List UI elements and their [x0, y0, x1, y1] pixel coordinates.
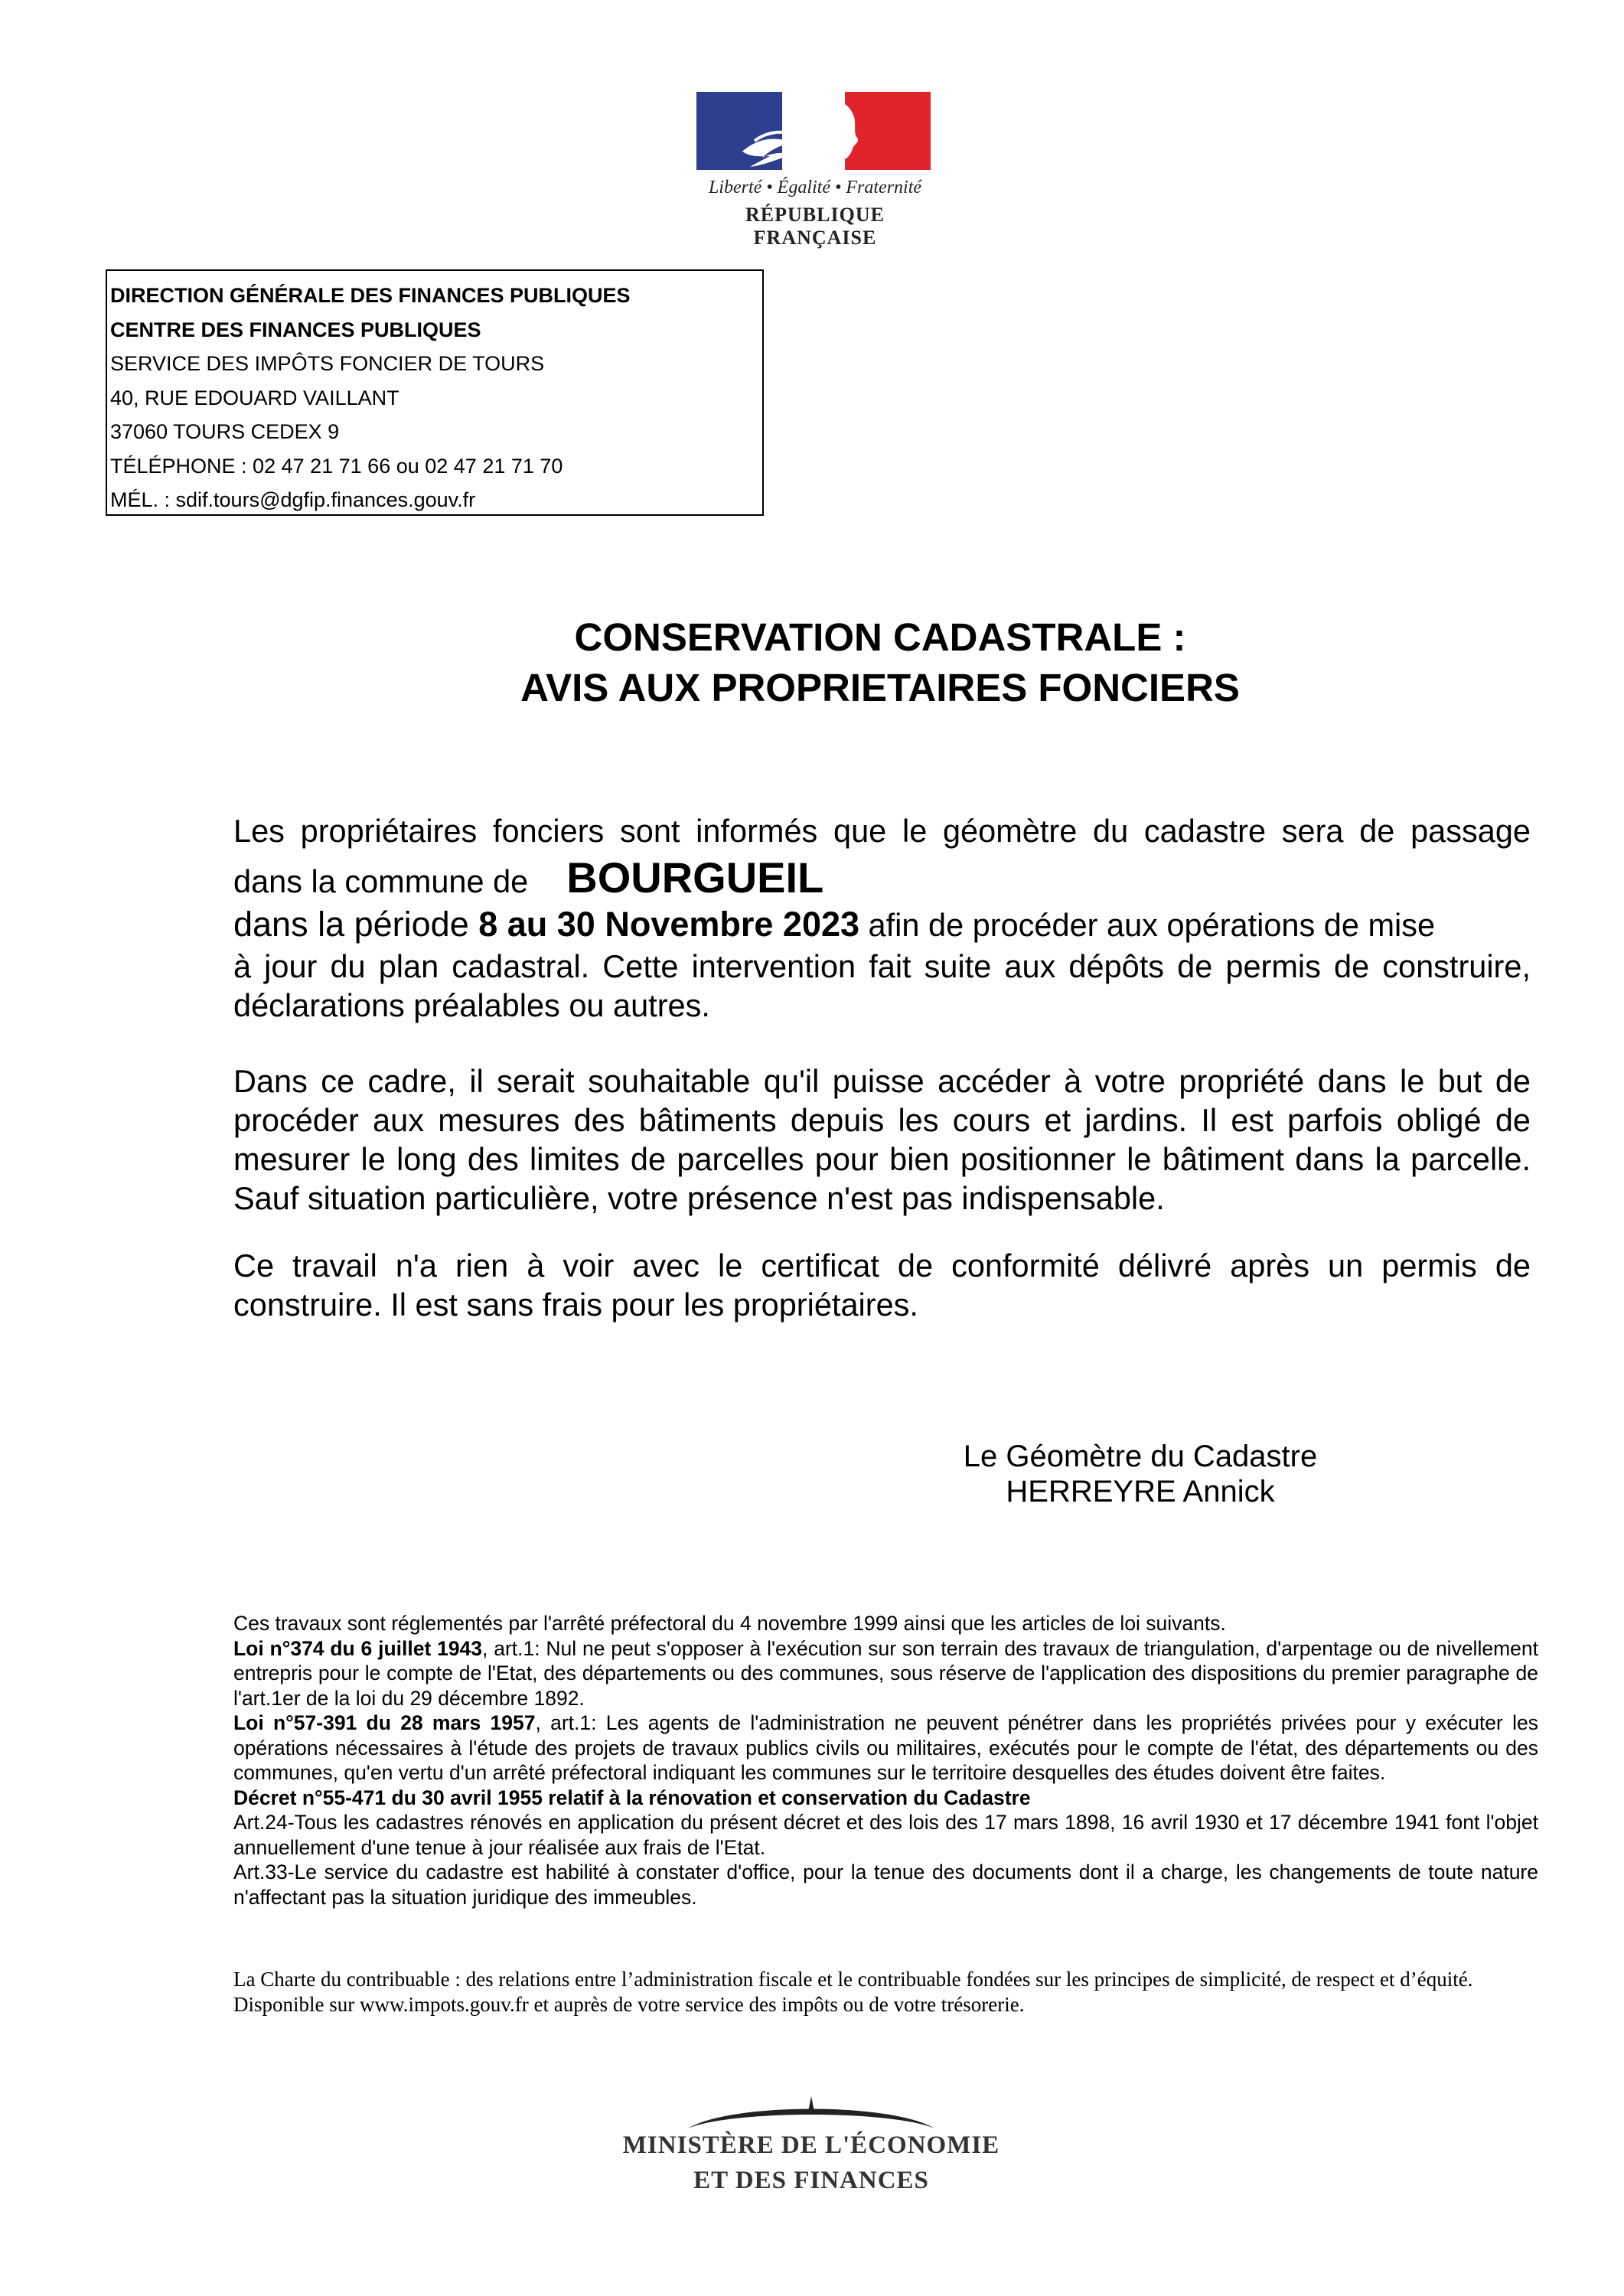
commune-name: BOURGUEIL — [566, 853, 824, 902]
period-intro: dans la période — [233, 905, 479, 944]
address-line-email: MÉL. : sdif.tours@dgfip.finances.gouv.fr — [110, 488, 476, 511]
p3-text: Ce travail n'a rien à voir avec le certificat de conformité délivré après un permis de construire. Il est sans frais pour les propriétaires. — [233, 1247, 1531, 1322]
legal-decret-1955-title: Décret n°55-471 du 30 avril 1955 relatif à la rénovation et conservation du Cadastre — [233, 1786, 1031, 1809]
commune-intro: dans la commune de — [233, 863, 529, 899]
notice-paragraph-1 — [233, 811, 1531, 1025]
republique-francaise-logo — [696, 92, 934, 249]
period-after: afin de procéder aux opérations de mise — [859, 907, 1436, 943]
loi-1957-title: Loi n°57-391 du 28 mars 1957 — [233, 1711, 536, 1734]
address-line-street: 40, RUE EDOUARD VAILLANT — [110, 386, 399, 409]
ministry-line-2: ET DES FINANCES — [693, 2167, 929, 2194]
legal-loi-1957 — [233, 1711, 1538, 1786]
address-line-centre: CENTRE DES FINANCES PUBLIQUES — [110, 318, 481, 341]
legal-references — [233, 1611, 1538, 1910]
legal-loi-1943 — [233, 1636, 1538, 1711]
signature-block — [949, 1439, 1332, 1509]
signature-role: Le Géomètre du Cadastre — [963, 1440, 1318, 1473]
ministry-logo-text — [582, 2128, 1041, 2198]
notice-paragraph-3 — [233, 1246, 1531, 1324]
notice-paragraph-2 — [233, 1062, 1531, 1218]
p2-text: Dans ce cadre, il serait souhaitable qu'il puisse accéder à votre propriété dans le but de procéder aux mesures des bâtiments depuis les cours et jardins. Il est parfois obligé de mesurer le long des limites de parcelles pour bien positionner le bâtiment dans la parcelle. Sauf situation particulière, votre présence n'est pas indispensable. — [233, 1063, 1531, 1216]
p1-line-commune — [233, 853, 1531, 903]
republic-motto: Liberté • Égalité • Fraternité — [708, 178, 922, 197]
legal-art-24: Art.24-Tous les cadastres rénovés en application du présent décret et des lois des 17 mars 1898, 16 avril 1930 et 17 décembre 1941 font l'objet annuellement d'une tenue à jour réalisée aux frais de l'Etat. — [233, 1811, 1538, 1859]
ministry-arc-icon — [685, 2093, 938, 2131]
period-dates: 8 au 30 Novembre 2023 — [478, 905, 860, 944]
p1-line-1: Les propriétaires fonciers sont informés que le géomètre du cadastre sera de passage — [233, 813, 1531, 849]
address-line-directorate: DIRECTION GÉNÉRALE DES FINANCES PUBLIQUES — [110, 284, 631, 307]
loi-1957-text: , art.1: Les agents de l'administration ne peuvent pénétrer dans les propriétés privées pour y exécuter les opérations nécessaires à l'étude des projets de travaux publics civils ou militaires, exécutés pour le compte de l'état, des départements ou des communes, qu'en vertu d'un arrêté préfectoral indiquant les communes sur le territoire desquelles des études doivent être faites. — [233, 1711, 1538, 1784]
legal-intro: Ces travaux sont réglementés par l'arrêté préfectoral du 4 novembre 1999 ainsi que les articles de loi suivants. — [233, 1612, 1226, 1635]
ministry-line-1: MINISTÈRE DE L'ÉCONOMIE — [622, 2131, 1000, 2159]
title-line-2: AVIS AUX PROPRIETAIRES FONCIERS — [520, 666, 1240, 709]
taxpayer-charter-note: La Charte du contribuable : des relations entre l’administration fiscale et le contribuable fondées sur les principes de simplicité, de respect et d’équité. Disponible sur www.impots.gouv.fr et auprès de votre service des impôts ou de votre trésorerie. — [233, 1968, 1473, 2016]
republic-name: RÉPUBLIQUE FRANÇAISE — [745, 204, 885, 249]
p1-line-period — [233, 903, 1531, 947]
loi-1943-title: Loi n°374 du 6 juillet 1943 — [233, 1636, 483, 1660]
legal-art-33: Art.33-Le service du cadastre est habilité à constater d'office, pour la tenue des documents dont il a charge, les changements de toute nature n'affectant pas la situation juridique des immeubles. — [233, 1861, 1538, 1909]
marianne-flag-icon — [696, 92, 931, 170]
sender-address-box — [106, 269, 764, 516]
notice-title — [306, 612, 1454, 713]
title-line-1: CONSERVATION CADASTRALE : — [574, 615, 1186, 659]
address-line-service: SERVICE DES IMPÔTS FONCIER DE TOURS — [110, 352, 545, 375]
address-line-city: 37060 TOURS CEDEX 9 — [110, 420, 340, 443]
p1-rest: à jour du plan cadastral. Cette intervention fait suite aux dépôts de permis de construire, déclarations préalables ou autres. — [233, 948, 1531, 1023]
loi-1943-text: , art.1: Nul ne peut s'opposer à l'exécution sur son terrain des travaux de triangulation, d'arpentage ou de nivellement entrepris pour le compte de l'Etat, des départements ou des communes, sous réserve de l'application des dispositions du premier paragraphe de l'art.1er de la loi du 29 décembre 1892. — [233, 1636, 1538, 1710]
address-line-phone: TÉLÉPHONE : 02 47 21 71 66 ou 02 47 21 71 70 — [110, 454, 563, 478]
signature-name: HERREYRE Annick — [1006, 1475, 1275, 1508]
